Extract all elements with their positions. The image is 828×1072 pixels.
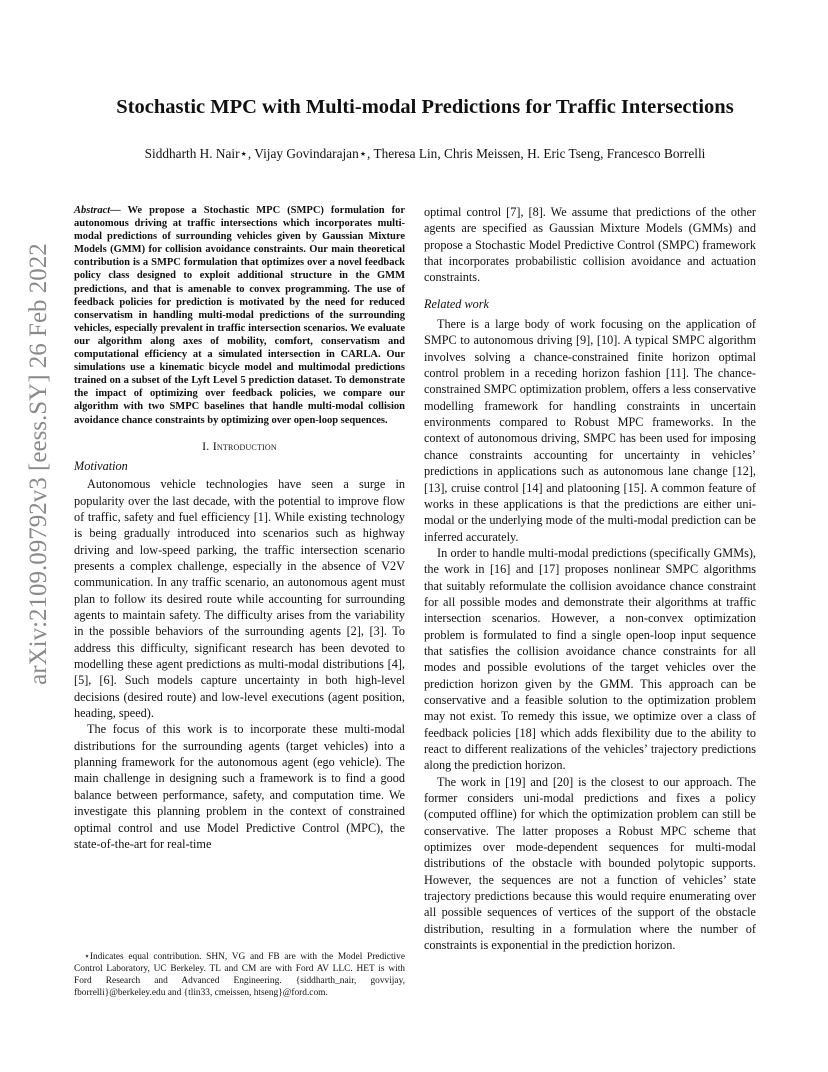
- section-heading-text: I. Introduction: [202, 438, 277, 453]
- abstract-label: Abstract: [74, 205, 111, 216]
- author-list: Siddharth H. Nair⋆, Vijay Govindarajan⋆, Theresa Lin, Chris Meissen, H. Eric Tseng, Francesco Borrelli: [144, 146, 706, 161]
- left-column: [74, 204, 405, 852]
- footnote: [74, 952, 405, 1000]
- paragraph: In order to handle multi-modal predictions (specifically GMMs), the work in [16] and [17] proposes nonlinear SMPC algorithms that suitably reformulate the collision avoidance chance constraint for all possible modes and demonstrate their algorithms at traffic intersection scenarios. However, a non-convex optimization problem is formulated to find a single open-loop input sequence that satisfies the collision avoidance chance constraints for all modes and possible evolutions of the target vehicles over the prediction horizon given by the GMM. This approach can be conservative and a feasible solution to the optimization problem may not exist. To remedy this issue, we optimize over a class of feedback policies [18] which adds flexibility due to the ability to react to different realizations of the vehicles’ trajectory predictions along the prediction horizon.: [424, 545, 756, 773]
- abstract: [74, 204, 405, 427]
- paper-title: Stochastic MPC with Multi-modal Predictions for Traffic Intersections: [116, 96, 734, 118]
- footnote-text: ⋆Indicates equal contribution. SHN, VG and FB are with the Model Predictive Control Laboratory, UC Berkeley. TL and CM are with Ford AV LLC. HET is with Ford Research and Advanced Engineering. {siddharth_nair, govvijay, fborrelli}@berkeley.edu and {tlin33, cmeissen, htseng}@ford.com.: [74, 952, 405, 998]
- arxiv-identifier: [22, 243, 56, 685]
- paragraph-continued: optimal control [7], [8]. We assume that predictions of the other agents are specified as Gaussian Mixture Models (GMMs) and propose a Stochastic Model Predictive Control (SMPC) framework that incorporates probabilistic collision avoidance and actuation constraints.: [424, 205, 756, 285]
- paragraph: Autonomous vehicle technologies have seen a surge in popularity over the last decade, with the potential to improve flow of traffic, safety and fuel efficiency [1]. While existing technology is being gradually introduced into scenarios such as highway driving and low-speed parking, the traffic intersection scenario presents a complex challenge, especially in the absence of V2V communication. In any traffic scenario, an autonomous agent must plan to follow its desired route while accounting for surrounding agents to maintain safety. The difficulty arises from the variability in the possible behaviors of the surrounding agents [2], [3]. To address this difficulty, significant research has been devoted to modelling these agent predictions as multi-modal distributions [4], [5], [6]. Such models capture uncertainty in both high-level decisions (desired route) and low-level executions (agent position, heading, speed).: [74, 477, 405, 721]
- abstract-dash: —: [110, 205, 128, 216]
- paragraph: There is a large body of work focusing on the application of SMPC to autonomous driving [9], [10]. A typical SMPC algorithm involves solving a chance-constrained finite horizon optimal control problem in a receding horizon fashion [11]. The chance-constrained SMPC optimization problem, offers a less conservative modelling framework for handling constraints in uncertain environments compared to Robust MPC frameworks. In the context of autonomous driving, SMPC has been used for imposing chance constraints accounting for uncertainty in vehicles’ predictions in applications such as autonomous lane change [12], [13], cruise control [14] and platooning [15]. A common feature of works in these applications is that the predictions are either uni-modal or the underlying mode of the multi-modal prediction can be inferred accurately.: [424, 317, 756, 544]
- paragraph: The work in [19] and [20] is the closest to our approach. The former considers uni-modal predictions and fixes a policy (computed offline) for which the optimization problem can still be conservative. The latter proposes a Robust MPC scheme that optimizes over mode-dependent sequences for multi-modal distributions of the obstacle with bounded polytopic supports. However, the sequences are not a function of vehicles’ state trajectory predictions because this would require enumerating over all possible sequences of vertices of the support of the obstacle distribution, resulting in a formulation where the number of constraints is exponential in the prediction horizon.: [424, 774, 756, 953]
- abstract-text: We propose a Stochastic MPC (SMPC) formulation for autonomous driving at traffic intersections which incorporates multi-modal predictions of surrounding vehicles given by Gaussian Mixture Models (GMM) for collision avoidance constraints. Our main theoretical contribution is a SMPC formulation that optimizes over a novel feedback policy class designed to exploit additional structure in the GMM predictions, and that is amenable to convex programming. The use of feedback policies for prediction is motivated by the need for reduced conservatism in handling multi-modal predictions of the surrounding vehicles, especially prevalent in traffic intersection scenarios. We evaluate our algorithm along axes of mobility, comfort, conservatism and computational efficiency at a simulated intersection in CARLA. Our simulations use a kinematic bicycle model and multimodal predictions trained on a subset of the Lyft Level 5 prediction dataset. To demonstrate the impact of optimizing over feedback policies, we compare our algorithm with two SMPC baselines that handle multi-modal collision avoidance chance constraints by optimizing over open-loop sequences.: [74, 205, 405, 426]
- subsection-related-work: Related work: [424, 296, 489, 311]
- right-column: [424, 204, 756, 953]
- section-heading-introduction: [74, 438, 405, 454]
- paragraph: The focus of this work is to incorporate these multi-modal distributions for the surrounding agents (target vehicles) into a planning framework for the autonomous agent (ego vehicle). The main challenge in designing such a framework is to find a good balance between performance, safety, and computation time. We investigate this planning problem in the context of constrained optimal control and use Model Predictive Control (MPC), the state-of-the-art for real-time: [74, 722, 405, 851]
- arxiv-identifier-text: arXiv:2109.09792v3 [eess.SY] 26 Feb 2022: [25, 243, 53, 685]
- subsection-motivation: Motivation: [74, 458, 128, 473]
